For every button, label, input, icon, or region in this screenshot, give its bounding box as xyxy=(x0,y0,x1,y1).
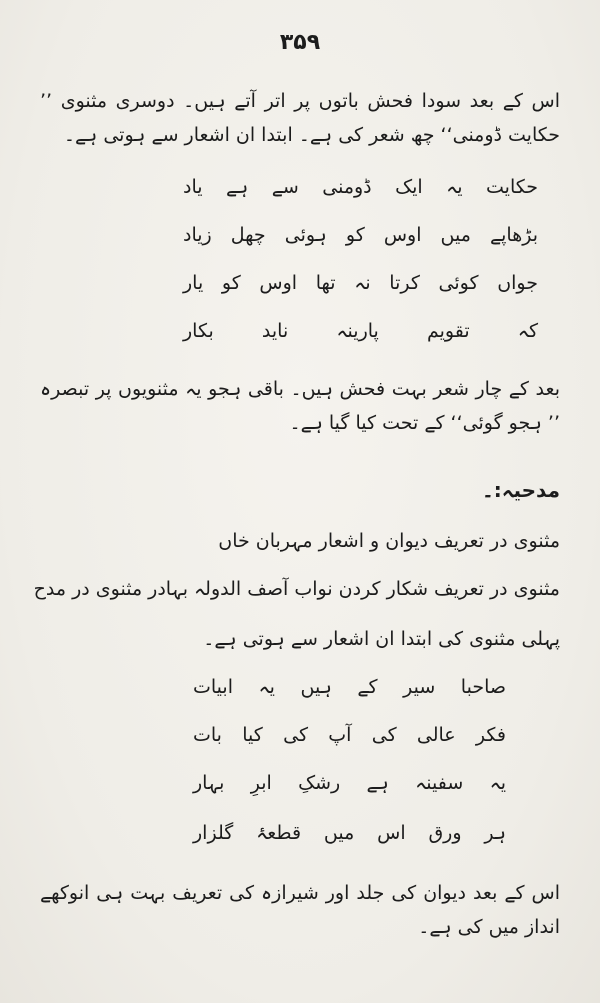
paragraph-closing: اس کے بعد دیوان کی جلد اور شیرازہ کی تعریف بہت ہی انوکھے انداز میں کی ہے۔ xyxy=(40,882,560,938)
verse-line: جواں کوئی کرتا نہ تھا اوس کو یار xyxy=(183,272,538,294)
intro-first-masnavi: پہلی مثنوی کی ابتدا ان اشعار سے ہوتی ہے۔ xyxy=(203,628,560,650)
verse-line: صاحبا سیر کے ہیں یہ ابیات xyxy=(193,676,506,698)
verse-line: یہ سفینہ ہے رشکِ ابرِ بہار xyxy=(193,772,506,794)
section-heading-madhiya: مدحیہ:۔ xyxy=(482,478,560,502)
verse-line: بڑھاپے میں اوس کو ہوئی چھل زیاد xyxy=(183,224,538,246)
title-masnavi-shikar: مثنوی در تعریف شکار کردن نواب آصف الدولہ بہادر مثنوی در مدح xyxy=(33,578,560,600)
verse-line: فکر عالی کی آپ کی کیا بات xyxy=(193,724,506,746)
paragraph-remaining-verses: بعد کے چار شعر بہت فحش ہیں۔ باقی ہجو یہ مثنویوں پر تبصرہ ’’ ہجو گوئی‘‘ کے تحت کیا گیا ہے۔ xyxy=(40,378,560,434)
verse-line: ہر ورق اس میں قطعۂ گلزار xyxy=(193,822,506,844)
verse-line: حکایت یہ ایک ڈومنی سے ہے یاد xyxy=(183,176,538,198)
verse-line: کہ تقویم پارینہ ناید بکار xyxy=(183,320,538,342)
page-number: ۳۵۹ xyxy=(279,30,321,55)
paragraph-intro: اس کے بعد سودا فحش باتوں پر اتر آتے ہیں۔ دوسری مثنوی ’’ حکایت ڈومنی‘‘ چھ شعر کی ہے۔ ابتدا ان اشعار سے ہوتی ہے۔ xyxy=(40,90,560,146)
title-masnavi-diwan: مثنوی در تعریف دیوان و اشعار مہربان خاں xyxy=(218,530,560,552)
